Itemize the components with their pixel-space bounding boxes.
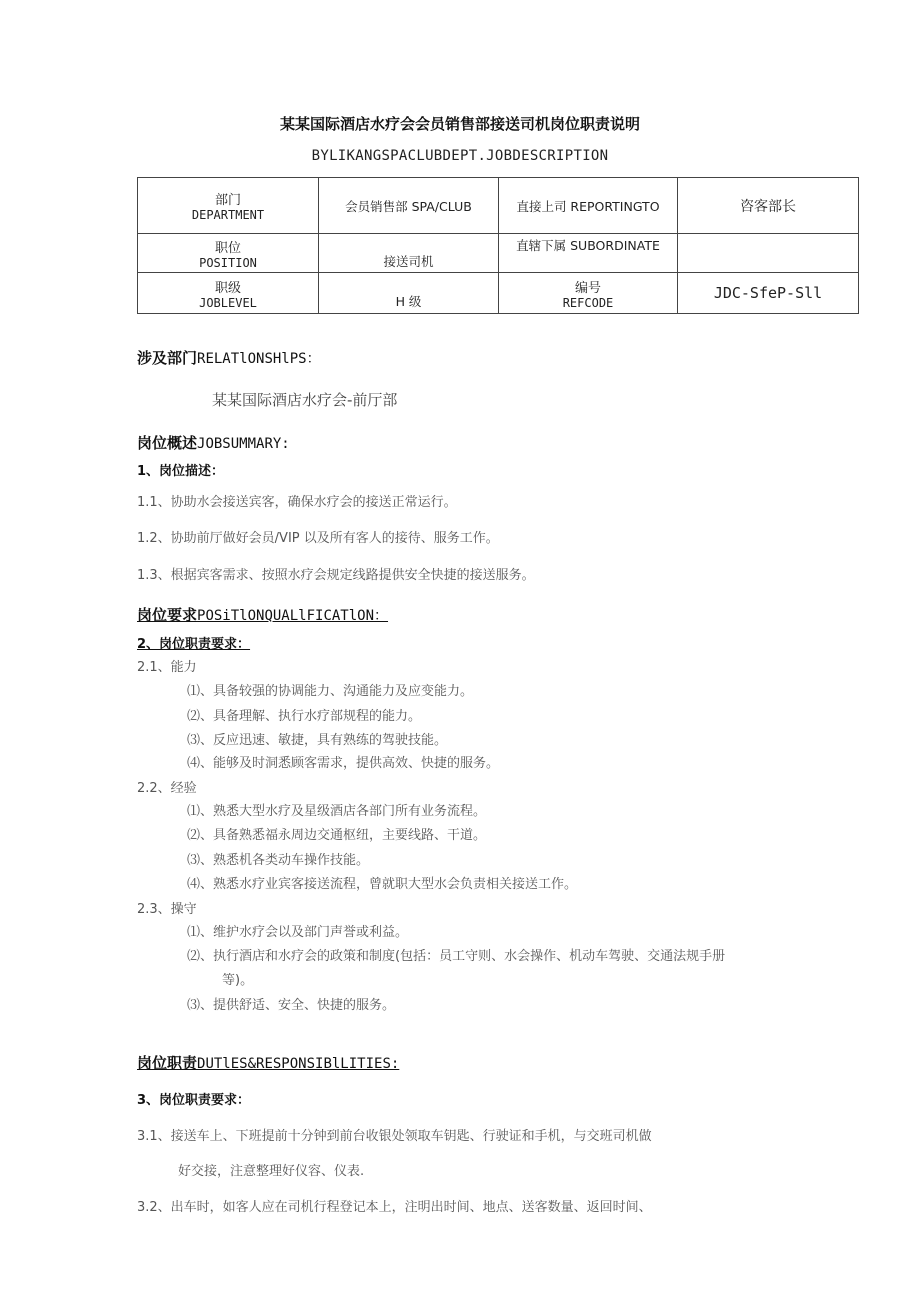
position-label-cell [138,234,319,273]
ref-label-cell [499,273,678,314]
qualification-sub: 2、岗位职责要求： [137,637,251,652]
list-item: ⑶、反应迅速、敏捷，具有熟练的驾驶技能。 [187,733,448,748]
list-item: ⑷、熟悉水疗业宾客接送流程，曾就职大型水会负责相关接送工作。 [187,877,578,892]
relationships-heading-en: RELATlONSHlPS： [197,351,321,367]
ref-label-cn: 编号 [574,280,601,296]
department-value: 会员销售部 SPA/CLUB [319,178,499,234]
table-row [138,178,859,234]
list-item: ⑶、提供舒适、安全、快捷的服务。 [187,998,396,1013]
subordinate-label: 直辖下属 SUBORDINATE [499,234,678,273]
list-item: ⑶、熟悉机各类动车操作技能。 [187,853,370,868]
list-item: 1.3、根据宾客需求、按照水疗会规定线路提供安全快捷的接送服务。 [137,568,535,583]
summary-heading [137,432,290,453]
qualification-heading [137,604,388,625]
ref-label-en: REFCODE [562,295,614,310]
ability-label: 2.1、能力 [137,660,197,675]
position-value: 接送司机 [319,234,499,273]
list-item: ⑴、熟悉大型水疗及星级酒店各部门所有业务流程。 [187,804,487,819]
level-label-en: JOBLEVEL [199,295,257,310]
table-row [138,234,859,273]
list-item: 1.1、协助水会接送宾客，确保水疗会的接送正常运行。 [137,495,457,510]
summary-heading-cn: 岗位概述 [137,434,198,452]
reporting-label: 直接上司 REPORTINGTO [499,178,678,234]
list-item-continuation: 等)。 [222,973,254,988]
department-label-cell [138,178,319,234]
list-item: ⑵、执行酒店和水疗会的政策和制度(包括：员工守则、水会操作、机动车驾驶、交通法规手册 [187,949,726,964]
level-label-cn: 职级 [214,280,241,296]
page-title: 某某国际酒店水疗会会员销售部接送司机岗位职责说明 [279,115,640,133]
relationships-value: 某某国际酒店水疗会-前厅部 [212,391,398,409]
duties-heading [137,1052,399,1073]
position-label-en: POSITION [199,255,257,270]
duties-heading-cn: 岗位职责 [137,1054,198,1072]
duties-heading-en: DUTlES&RESPONSIBlLITIES: [197,1056,400,1072]
list-item: ⑵、具备理解、执行水疗部规程的能力。 [187,709,422,724]
relationships-heading-cn: 涉及部门 [137,349,198,367]
department-label-en: DEPARTMENT [191,208,265,222]
page-subtitle: BYLIKANGSPACLUBDEPT.JOBDESCRIPTION [311,148,609,164]
duties-sub: 3、岗位职责要求： [137,1093,251,1108]
job-info-table [137,177,859,314]
position-label-cn: 职位 [214,240,241,256]
department-label-cn: 部门 [214,193,241,208]
level-value: H 级 [319,273,499,314]
summary-heading-en: JOBSUMMARY: [197,436,290,452]
table-row [138,273,859,314]
list-item: ⑵、具备熟悉福永周边交通枢纽，主要线路、干道。 [187,828,487,843]
list-item: 3.2、出车时，如客人应在司机行程登记本上，注明出时间、地点、送客数量、返回时间、 [137,1200,652,1215]
summary-sub: 1、岗位描述： [137,464,225,479]
ref-value: JDC-SfeP-Sll [678,273,859,314]
experience-label: 2.2、经验 [137,781,197,796]
list-item: 3.1、接送车上、下班提前十分钟到前台收银处领取车钥匙、行驶证和手机，与交班司机做 [137,1129,652,1144]
level-label-cell [138,273,319,314]
subordinate-value [678,234,859,273]
list-item: 1.2、协助前厅做好会员/VIP 以及所有客人的接待、服务工作。 [137,531,499,546]
qualification-heading-en: POSiTlONQUALlFICATlON： [197,608,389,624]
conduct-label: 2.3、操守 [137,902,197,917]
relationships-heading [137,347,321,368]
reporting-value: 咨客部长 [678,178,859,234]
list-item-continuation: 好交接，注意整理好仪容、仪表. [178,1164,365,1179]
list-item: ⑴、维护水疗会以及部门声誉或利益。 [187,925,409,940]
qualification-heading-cn: 岗位要求 [137,606,198,624]
list-item: ⑷、能够及时洞悉顾客需求，提供高效、快捷的服务。 [187,756,500,771]
list-item: ⑴、具备较强的协调能力、沟通能力及应变能力。 [187,684,474,699]
